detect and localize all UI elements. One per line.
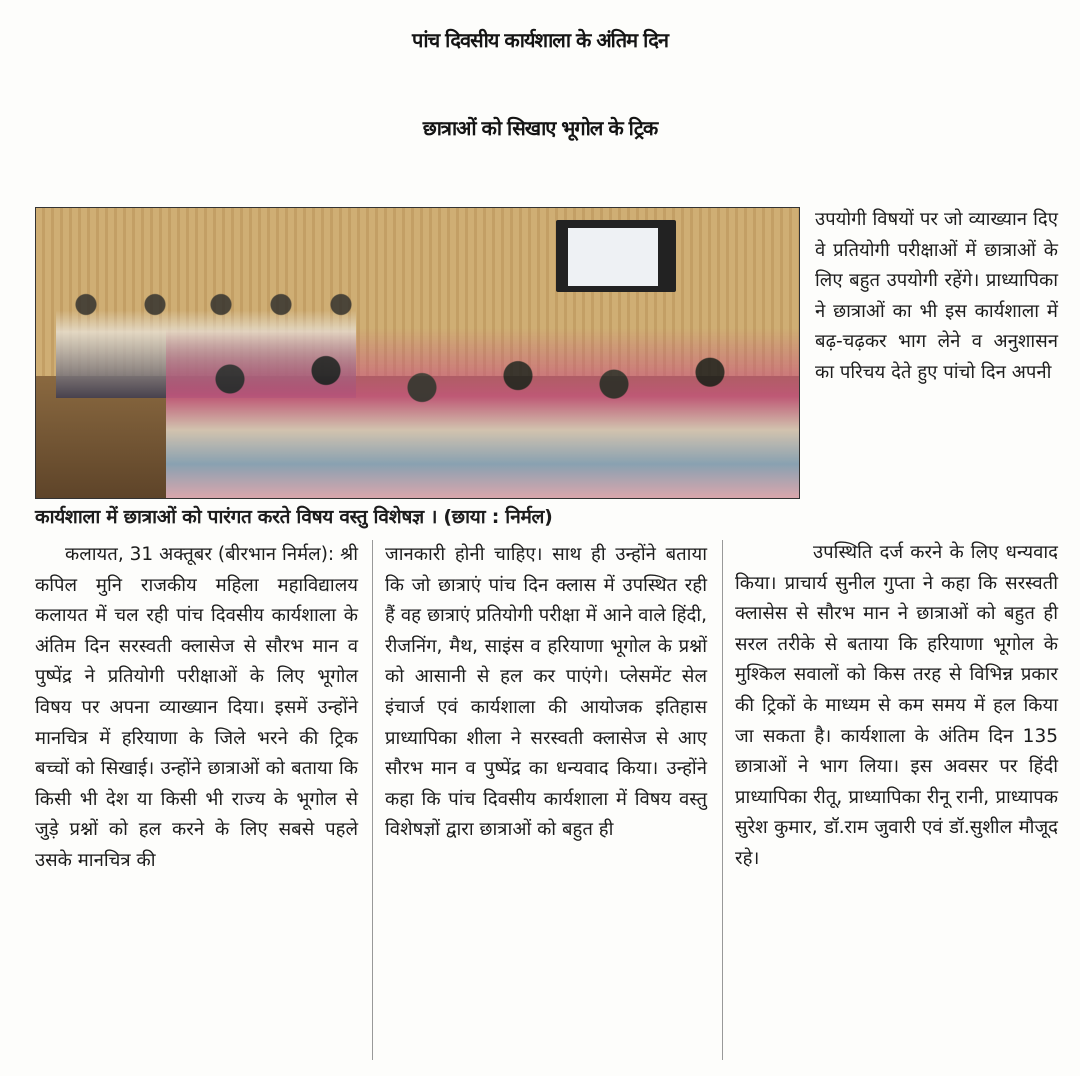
article-column-3-top: उपयोगी विषयों पर जो व्याख्यान दिए वे प्रतियोगी परीक्षाओं में छात्राओं के लिए बहुत उपयोगी रहेंगे। प्राध्यापिका ने छात्राओं का भी इस कार्यशाला में बढ़-चढ़कर भाग लेने व अनुशासन का परिचय देते हुए पांचो दिन अपनी	[815, 209, 1058, 383]
photo-students-crowd	[166, 328, 800, 498]
headline-line-2: छात्राओं को सिखाए भूगोल के ट्रिक	[422, 116, 658, 140]
photo-caption: कार्यशाला में छात्राओं को पारंगत करते विषय वस्तु विशेषज्ञ । (छाया : निर्मल)	[35, 506, 553, 528]
column-divider	[372, 540, 373, 1060]
photo-projector-screen	[556, 220, 676, 292]
headline-line-1: पांच दिवसीय कार्यशाला के अंतिम दिन	[411, 28, 668, 52]
column-divider	[722, 540, 723, 1060]
article-column-3-bottom: उपस्थिति दर्ज करने के लिए धन्यवाद किया। प्राचार्य सुनील गुप्ता ने कहा कि सरस्वती क्लासेस से सौरभ मान ने छात्राओं को बहुत ही सरल तरीके से बताया कि हरियाणा भूगोल के मुश्किल सवालों को किस तरह से विभिन्न प्रकार की ट्रिकों के माध्यम से कम समय में हल किया जा सकता है। कार्यशाला के अंतिम दिन 135 छात्राओं ने भाग लिया। इस अवसर पर हिंदी प्राध्यापिका रीतू, प्राध्यापिका रीनू रानी, प्राध्यापक सुरेश कुमार, डॉ.राम जुवारी एवं डॉ.सुशील मौजूद रहे।	[735, 542, 1058, 869]
article-column-1: कलायत, 31 अक्तूबर (बीरभान निर्मल): श्री कपिल मुनि राजकीय महिला महाविद्यालय कलायत में चल रही पांच दिवसीय कार्यशाला के अंतिम दिन सरस्वती क्लासेज से सौरभ मान व पुष्पेंद्र ने प्रतियोगी परीक्षाओं के लिए भूगोल विषय पर अपना व्याख्यान दिया। इसमें उन्होंने मानचित्र में हरियाणा के जिले भरने की ट्रिक बच्चों को सिखाई। उन्होंने छात्राओं को बताया कि किसी भी देश या किसी भी राज्य के भूगोल से जुड़े प्रश्नों को हल करने के लिए सबसे पहले उसके मानचित्र की	[35, 544, 358, 871]
article-column-2: जानकारी होनी चाहिए। साथ ही उन्होंने बताया कि जो छात्राएं पांच दिन क्लास में उपस्थित रही हैं वह छात्राएं प्रतियोगी परीक्षा में आने वाले हिंदी, रीजनिंग, मैथ, साइंस व हरियाणा भूगोल के प्रश्नों को आसानी से हल कर पाएंगे। प्लेसमेंट सेल इंचार्ज एवं कार्यशाला की आयोजक इतिहास प्राध्यापिका शीला ने सरस्वती क्लासेज से आए सौरभ मान व पुष्पेंद्र का धन्यवाद किया। उन्होंने कहा कि पांच दिवसीय कार्यशाला में विषय वस्तु विशेषज्ञों द्वारा छात्राओं को बहुत ही	[385, 544, 707, 841]
news-photo	[35, 207, 800, 499]
